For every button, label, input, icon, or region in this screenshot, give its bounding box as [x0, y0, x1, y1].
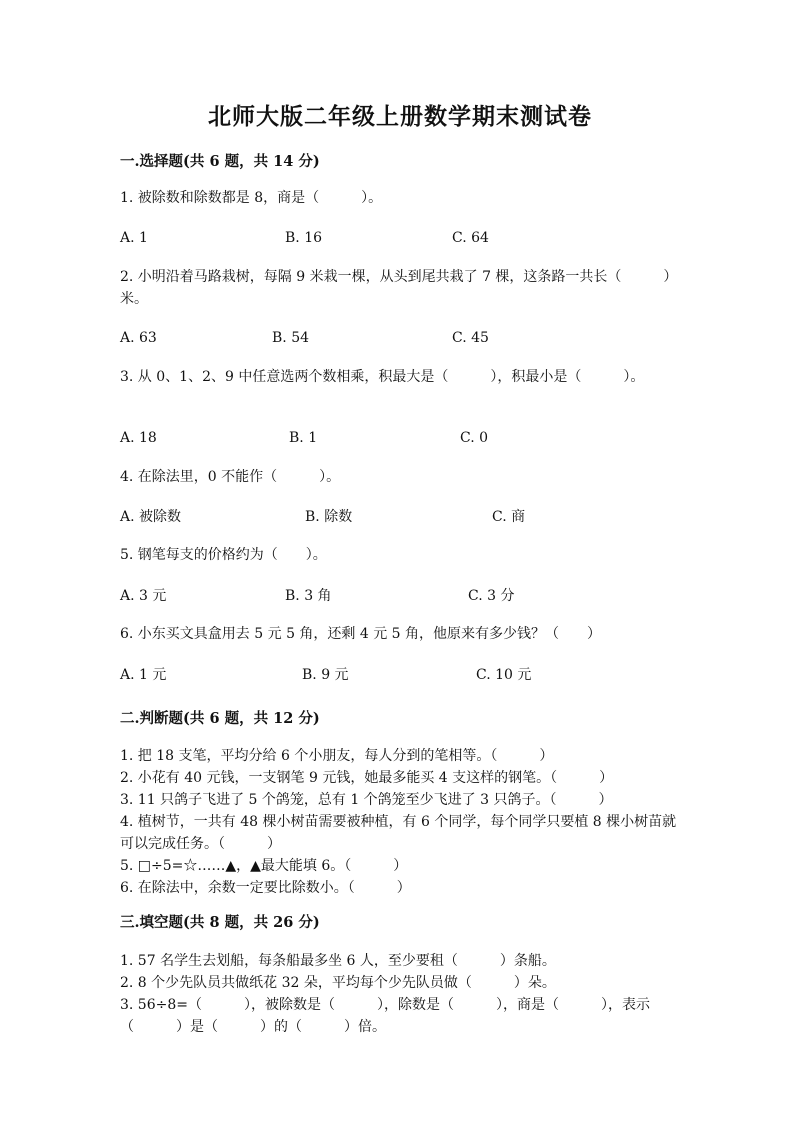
choice-1-option-a: A. 1 [120, 230, 148, 246]
choice-6-option-c: C. 10 元 [476, 667, 532, 683]
choice-question-1: 1. 被除数和除数都是 8，商是（ ）。 [120, 190, 383, 206]
choice-2-option-a: A. 63 [120, 330, 157, 346]
choice-question-6: 6. 小东买文具盒用去 5 元 5 角，还剩 4 元 5 角，他原来有多少钱？（ ） [120, 626, 602, 642]
choice-3-option-b: B. 1 [289, 430, 318, 446]
choice-question-3: 3. 从 0、1、2、9 中任意选两个数相乘，积最大是（ ），积最小是（ ）。 [120, 369, 645, 385]
choice-3-option-c: C. 0 [460, 430, 489, 446]
section-heading-judge: 二.判断题(共 6 题，共 12 分) [120, 710, 320, 727]
page-title: 北师大版二年级上册数学期末测试卷 [208, 103, 592, 130]
choice-1-option-c: C. 64 [452, 230, 489, 246]
judge-item-2: 2. 小花有 40 元钱，一支钢笔 9 元钱，她最多能买 4 支这样的钢笔。（ ） [120, 770, 614, 786]
judge-item-3: 3. 11 只鸽子飞进了 5 个鸽笼，总有 1 个鸽笼至少飞进了 3 只鸽子。（ ） [120, 792, 613, 808]
fill-item-1: 1. 57 名学生去划船，每条船最多坐 6 人，至少要租（ ）条船。 [120, 953, 556, 969]
section-heading-fill: 三.填空题(共 8 题，共 26 分) [120, 914, 320, 931]
choice-6-option-b: B. 9 元 [302, 667, 349, 683]
choice-5-option-b: B. 3 角 [285, 588, 332, 604]
choice-4-option-a: A. 被除数 [120, 509, 182, 525]
choice-4-option-b: B. 除数 [305, 509, 353, 525]
choice-question-2: 2. 小明沿着马路栽树，每隔 9 米栽一棵，从头到尾共栽了 7 棵，这条路一共长（ ）米。 [120, 269, 678, 307]
choice-3-option-a: A. 18 [120, 430, 157, 446]
choice-question-5: 5. 钢笔每支的价格约为（ ）。 [120, 547, 327, 563]
choice-5-option-c: C. 3 分 [468, 588, 515, 604]
judge-item-6: 6. 在除法中，余数一定要比除数小。（ ） [120, 880, 411, 896]
choice-4-option-c: C. 商 [492, 509, 526, 525]
judge-item-1: 1. 把 18 支笔，平均分给 6 个小朋友，每人分到的笔相等。（ ） [120, 748, 554, 764]
choice-question-4: 4. 在除法里，0 不能作（ ）。 [120, 469, 341, 485]
choice-2-option-c: C. 45 [452, 330, 489, 346]
fill-item-2: 2. 8 个少先队员共做纸花 32 朵，平均每个少先队员做（ ）朵。 [120, 975, 556, 991]
judge-item-4: 4. 植树节，一共有 48 棵小树苗需要被种植，有 6 个同学，每个同学只要植 8 棵小树苗就可以完成任务。（ ） [120, 814, 677, 852]
choice-2-option-b: B. 54 [272, 330, 310, 346]
choice-6-option-a: A. 1 元 [120, 667, 167, 683]
fill-item-3: 3. 56÷8=（ ），被除数是（ ），除数是（ ），商是（ ），表示（ ）是（ ）的（ ）倍。 [120, 997, 650, 1035]
judge-item-5: 5. □÷5=☆……▲，▲最大能填 6。（ ） [120, 858, 408, 874]
choice-1-option-b: B. 16 [285, 230, 323, 246]
section-heading-choice: 一.选择题(共 6 题，共 14 分) [120, 153, 320, 170]
choice-5-option-a: A. 3 元 [120, 588, 167, 604]
